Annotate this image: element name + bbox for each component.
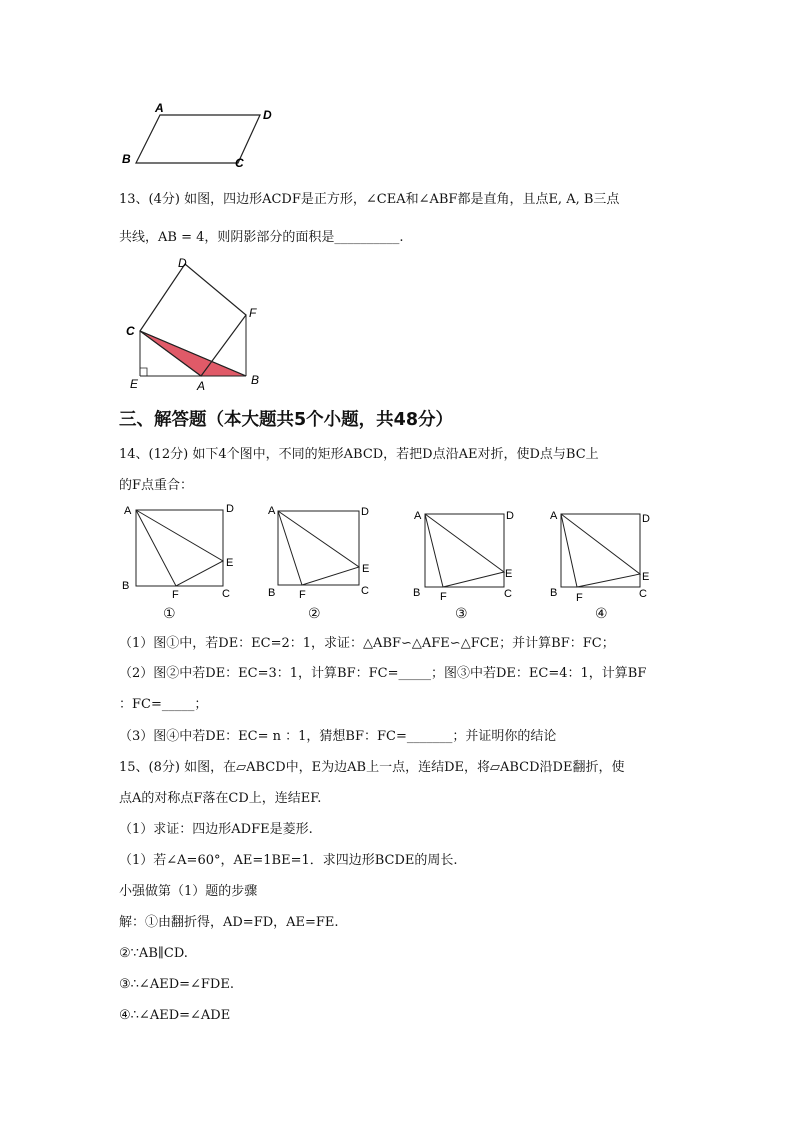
q14-line1: 14、(12分) 如下4个图中，不同的矩形ABCD，若把D点沿AE对折，使D点与BC上 — [119, 447, 599, 462]
q15-step-2: ②∵AB∥CD. — [119, 946, 188, 961]
q14-line2: 的F点重合： — [119, 478, 194, 493]
q15-step-1: 解：①由翻折得，AD=FD，AE=FE. — [119, 915, 339, 930]
label-F: F — [299, 589, 306, 601]
label-C: C — [222, 588, 230, 600]
q15-part1: （1）求证：四边形ADFE是菱形. — [119, 822, 313, 837]
q15-part2: （1）若∠A=60°，AE=1BE=1．求四边形BCDE的周长. — [119, 853, 458, 868]
q15-line1: 15、(8分) 如图，在▱ABCD中，E为边AB上一点，连结DE，将▱ABCD沿DE翻折，使 — [119, 760, 625, 775]
fig12-parallelogram — [118, 100, 288, 172]
label-E: E — [226, 557, 234, 569]
label-F: F — [249, 306, 257, 320]
q15-line2: 点A的对称点F落在CD上，连结EF. — [119, 791, 322, 806]
label-E: E — [130, 377, 139, 391]
q14-part1: （1）图①中，若DE：EC=2：1，求证：△ABF∽△AFE∽△FCE；并计算BF：FC； — [119, 636, 615, 651]
q13-line1: 13、(4分) 如图，四边形ACDF是正方形，∠CEA和∠ABF都是直角，且点E, A, B三点 — [119, 192, 620, 207]
q14-figure-3 — [405, 500, 525, 605]
label-E: E — [505, 568, 513, 580]
label-B: B — [122, 580, 130, 592]
fold-lines — [136, 510, 223, 586]
q14-part3: （3）图④中若DE：EC= n ：1，猜想BF：FC=_______；并证明你的结论 — [119, 729, 557, 744]
label-A: A — [414, 510, 422, 522]
label-C: C — [235, 156, 244, 170]
figure-number-3: ③ — [455, 606, 468, 622]
label-B: B — [268, 587, 276, 599]
label-D: D — [226, 503, 234, 515]
figure-number-4: ④ — [595, 606, 608, 622]
label-A: A — [155, 101, 164, 115]
label-C: C — [639, 588, 647, 600]
q14-figure-2 — [262, 500, 382, 605]
q14-part2-b: ：FC=_____； — [119, 697, 208, 712]
label-E: E — [362, 563, 370, 575]
fold-lines — [278, 511, 359, 585]
q15-steps-title: 小强做第（1）题的步骤 — [119, 884, 258, 899]
label-A: A — [197, 379, 206, 393]
label-D: D — [361, 506, 369, 518]
label-D: D — [506, 510, 514, 522]
section-3-heading: 三、解答题（本大题共5个小题，共48分） — [119, 410, 454, 430]
figure-number-2: ② — [308, 606, 321, 622]
label-A: A — [268, 505, 276, 517]
label-A: A — [124, 505, 132, 517]
label-D: D — [263, 108, 272, 122]
q14-part2-a: （2）图②中若DE：EC=3：1，计算BF：FC=_____；图③中若DE：EC=4：1，计算BF — [119, 666, 647, 681]
label-F: F — [440, 591, 447, 603]
q15-step-3: ③∴∠AED=∠FDE. — [119, 977, 234, 992]
label-B: B — [413, 587, 421, 599]
q15-step-4: ④∴∠AED=∠ADE — [119, 1008, 231, 1023]
label-F: F — [576, 592, 583, 604]
q14-figure-1 — [118, 500, 243, 605]
label-C: C — [361, 585, 369, 597]
right-angle-mark — [140, 368, 147, 376]
fold-lines — [561, 514, 640, 587]
label-D: D — [642, 513, 650, 525]
fold-lines — [425, 514, 504, 587]
q14-figure-4 — [545, 500, 665, 605]
label-C: C — [504, 588, 512, 600]
rectangle-ABCD — [136, 510, 223, 586]
label-F: F — [172, 589, 179, 601]
fig13-square-figure — [118, 255, 278, 395]
label-B: B — [122, 152, 131, 166]
label-B: B — [251, 373, 260, 387]
label-C: C — [126, 324, 135, 338]
rectangle-ABCD — [425, 514, 504, 587]
figure-number-1: ① — [163, 606, 176, 622]
q13-line2: 共线，AB = 4，则阴影部分的面积是__________. — [119, 230, 404, 245]
label-A: A — [550, 510, 558, 522]
label-B: B — [550, 587, 558, 599]
label-D: D — [178, 256, 187, 270]
label-E: E — [642, 571, 650, 583]
